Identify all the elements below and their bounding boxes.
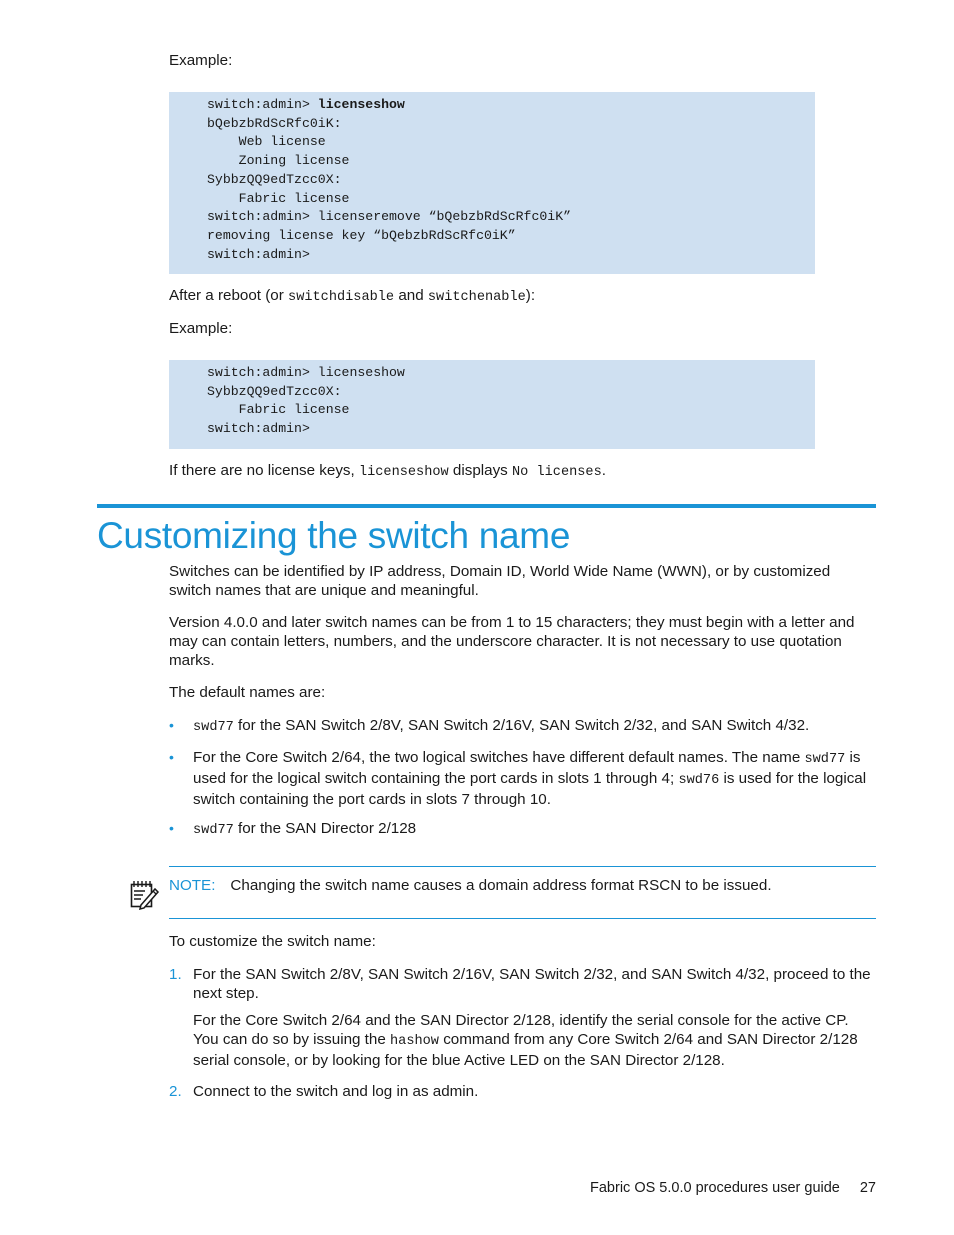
note-pad-icon: [129, 878, 161, 910]
inline-code: swd77: [804, 752, 846, 767]
code-block-licenseshow: [169, 360, 815, 449]
code-text: switch:admin> licenseshow SybbzQQ9edTzcc0X: Fabric license switch:admin>: [207, 365, 405, 437]
section-rule: [97, 504, 876, 508]
inline-code: licenseshow: [358, 465, 449, 480]
note-body: Changing the switch name causes a domain address format RSCN to be issued.: [230, 877, 772, 894]
step-subtext: For the Core Switch 2/64 and the SAN Director 2/128, identify the serial console for the active CP. You can do so by issuing the hashow command from any Core Switch 2/64 and SAN Director 2/128 serial console, or by looking for the blue Active LED on the SAN Director 2/128.: [193, 1012, 858, 1069]
inline-code: switchdisable: [288, 290, 395, 305]
step-text: For the SAN Switch 2/8V, SAN Switch 2/16V, SAN Switch 2/32, and SAN Switch 4/32, proceed to the next step.: [193, 966, 871, 1002]
note-text: [169, 876, 772, 895]
inline-code: hashow: [390, 1034, 439, 1049]
note-label: NOTE:: [169, 877, 216, 894]
page-number: 27: [859, 1180, 876, 1196]
list-item: • swd77 for the SAN Director 2/128: [169, 820, 417, 838]
bullet-icon: •: [169, 749, 174, 765]
paragraph-intro: Switches can be identified by IP address, Domain ID, World Wide Name (WWN), or by customized switch names that are unique and meaningful.: [169, 563, 831, 599]
paragraph-version: Version 4.0.0 and later switch names can be from 1 to 15 characters; they must begin with a letter and may can contain letters, numbers, and the underscore character. It is not necessary to use quotation marks.: [169, 614, 855, 669]
example-label: Example:: [169, 320, 233, 337]
inline-code: switchenable: [427, 290, 526, 305]
inline-code: swd77: [193, 720, 234, 735]
bullet-icon: •: [169, 820, 174, 836]
step-text: Connect to the switch and log in as admin.: [193, 1083, 479, 1100]
footer-title: Fabric OS 5.0.0 procedures user guide: [590, 1180, 840, 1196]
inline-code: swd76: [678, 773, 720, 788]
code-block-licenseshow-remove: [169, 92, 815, 274]
list-item: • For the Core Switch 2/64, the two logical switches have different default names. The name swd77 is used for the logical switch containing the port cards in slots 1 through 4; swd76 is used for the logical switch containing the port cards in slots 7 through 10.: [169, 749, 867, 808]
section-title: Customizing the switch name: [97, 515, 571, 556]
bullet-icon: •: [169, 717, 174, 733]
list-item: [169, 965, 874, 1075]
list-item: • swd77 for the SAN Switch 2/8V, SAN Switch 2/16V, SAN Switch 2/32, and SAN Switch 4/32.: [169, 717, 810, 735]
paragraph-to-customize: To customize the switch name:: [169, 933, 376, 950]
page-footer: [590, 1179, 876, 1198]
example-label: Example:: [169, 52, 233, 69]
note-bottom-rule: [169, 918, 876, 919]
step-number: 2.: [169, 1083, 182, 1100]
code-prompt: switch:admin>: [207, 97, 318, 112]
note-top-rule: [169, 866, 876, 867]
code-output: bQebzbRdScRfc0iK: Web license Zoning license SybbzQQ9edTzcc0X: Fabric license switch:admin> licenseremove “bQebzbRdScRfc0iK” removing license key “bQebzbRdScRfc0iK” switch:admin>: [207, 115, 572, 262]
no-license-keys-text: If there are no license keys, licenseshow displays No licenses.: [169, 462, 606, 480]
inline-code: No licenses: [512, 465, 602, 480]
after-reboot-text: After a reboot (or switchdisable and switchenable):: [169, 287, 536, 305]
code-command: licenseshow: [317, 97, 405, 112]
code-text: [207, 96, 815, 264]
inline-code: swd77: [193, 823, 234, 838]
step-number: 1.: [169, 966, 182, 983]
list-item: [169, 1082, 874, 1102]
paragraph-default-names: The default names are:: [169, 684, 326, 701]
